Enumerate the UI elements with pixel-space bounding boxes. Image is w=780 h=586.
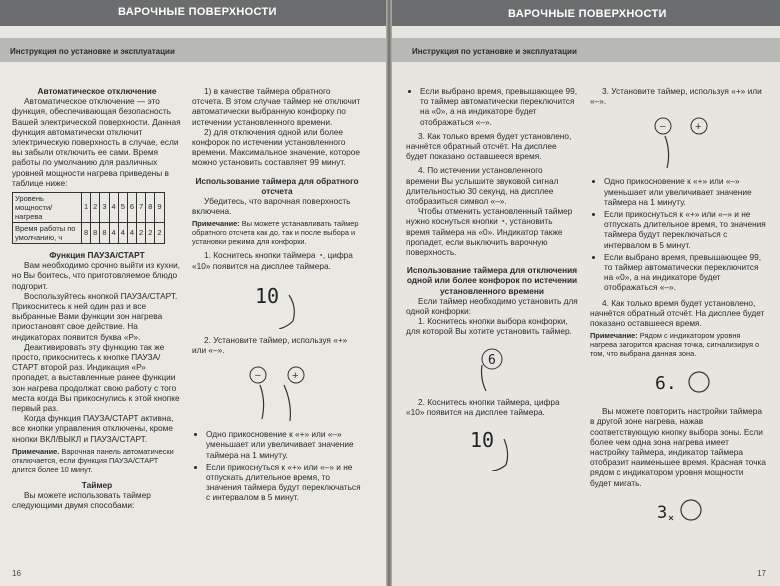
page-number-right: 17 [757,569,766,578]
plus-minus-figure [222,361,332,423]
plus-sign: + [292,370,299,383]
hand-icon [279,295,294,329]
right-header-title: ВАРОЧНЫЕ ПОВЕРХНОСТИ [508,8,667,20]
pause-text-2: Воспользуйтесь кнопкой ПАУЗА/СТАРТ. Прикоснитесь к ней один раз и все выбранные Вами функции зон нагрева приостановят свое действие. На индикаторах появится буква «Р». [12,290,178,342]
countdown-note [192,219,362,246]
table-cell: 3 [100,193,109,223]
table-cell: 7 [137,193,146,223]
blink-zone-figure [633,494,723,526]
zone-step-3: 3. Установите таймер, используя «+» или «–». [590,86,762,107]
note-label: Примечание. [12,446,60,456]
table-cell: 2 [137,223,146,244]
zone-step-1: 1. Коснитесь кнопки выбора конфорки, для которой Вы хотите установить таймер. [406,316,572,337]
countdown-title: Использование таймера для обратного отсчета [195,175,359,196]
table-cell: 8 [91,223,100,244]
cancel-timer-text: Чтобы отменить установленный таймер нужно коснуться кнопки ◔, установить время таймера на «0». Индикатор также пропадет, если выключить варочную поверхность. [406,206,573,258]
zone-plus-minus-figure [623,112,733,170]
hand-icon [260,385,290,421]
left-col-2 [192,86,362,505]
note-label: Примечание: [192,219,240,229]
plus-sign: + [695,121,702,134]
table-cell: 2 [91,193,100,223]
left-col-1 [12,86,182,511]
hand-icon [482,365,487,391]
table-cell: 6 [127,193,136,223]
table-cell: 4 [127,223,136,244]
zone-timer-bullets [590,176,766,292]
table-row [13,193,165,223]
pause-note [12,447,182,474]
right-subheader-text: Инструкция по установке и эксплуатации [412,47,577,56]
timer-bullets [192,429,362,502]
right-col-2 [590,86,766,532]
right-header [392,0,780,26]
display-value-10: 10 [255,283,280,308]
timer-display-figure [237,277,317,329]
table-cell: 8 [82,223,91,244]
multi-zone-text: Вы можете повторить настройки таймера в другой зоне нагрева, нажав соответствующую кнопку выбора зоны. Если более чем одна зона нагрева имеет настройку таймера, индикатор таймера отобразит наименьшее время. Красная точка рядом с индикатором уровня мощности будет мигать. [590,406,766,488]
left-subheader [0,38,386,62]
zone-select-figure [452,343,532,391]
power-time-table [12,192,165,244]
right-page [392,0,780,586]
pause-title: Функция ПАУЗА/СТАРТ [49,250,145,261]
table-cell: 8 [100,223,109,244]
note-text: Рядом с индикатором уровня нагрева загорится красная точка, сигнализируя о том, что выбрана данная зона. [590,331,760,359]
page-number-left: 16 [12,569,21,578]
auto-off-title: Автоматическое отключение [37,86,157,96]
display-value-10: 10 [470,428,495,453]
timer-title: Таймер [81,479,113,490]
timer-mode-1: 1) в качестве таймера обратного отсчета. В этом случае таймер не отключит автоматически выбранную конфорку по истечении установленного времени. [192,86,361,127]
hand-icon [492,439,508,471]
zone-step-2: 2. Коснитесь кнопки таймера, цифра «10» появится на дисплее таймера. [406,396,560,417]
countdown-step-2: 2. Установите таймер, используя «+» или «–». [192,334,348,356]
zone-note [590,331,766,358]
note-text: Вы можете устанавливать таймер обратного отсчета как до, так и после выбора и установки режима для конфорки. [192,219,359,247]
table-cell: 8 [146,193,155,223]
display-value-6-dot: 6. [655,373,677,395]
list-item: • Одно прикосновение к «+» или «–» уменьшает или увеличивает значение таймера на 1 минуту. [206,429,362,460]
countdown-step-1: 1. Коснитесь кнопки таймера ◔, цифра «10» появится на дисплее таймера. [192,250,353,271]
list-item: • Если выбрано время, превышающее 99, то таймер автоматически переключится на «0», а на индикаторе будет отображаться «–». [420,86,578,127]
list-item: • Если выбрано время, превышающее 99, то таймер автоматически переключится на «0», а на индикаторе будет отображаться «–». [604,252,766,293]
table-cell: 4 [118,223,127,244]
timer-text: Вы можете использовать таймер следующими двумя способами: [12,490,151,511]
table-row-label: Время работы по умолчанию, ч [13,223,82,244]
right-col-1 [406,86,578,477]
pause-text-4: Когда функция ПАУЗА/СТАРТ активна, все кнопки управления отключены, кроме кнопки ВКЛ/ВЫКЛ и ПАУЗА/СТАРТ. [12,413,174,444]
zone-countdown-text: 4. Как только время будет установлено, начнётся обратный отсчёт. На дисплее будет показано оставшееся время. [590,297,765,329]
zone-timer-display-figure [452,423,532,471]
zone-dot-figure [633,364,723,400]
list-item: • Одно прикосновение к «+» или «–» уменьшает или увеличивает значение таймера на 1 минуту. [604,176,766,207]
countdown-text: Убедитесь, что варочная поверхность включена. [192,196,351,217]
list-item: • Если прикоснуться к «+» или «–» и не отпускать длительное время, то значения таймера будут переключаться с интервалом в 5 минут. [206,462,362,503]
right-subheader [392,38,780,62]
display-value-3: 3 [657,502,668,523]
blink-mark-icon [669,516,673,520]
pause-text-3: Деактивировать эту функцию так же просто, прикоснитесь к кнопке ПАУЗА/СТАРТ второй раз. Индикация «Р» пропадет, а выставленные ранее функции зон нагрева продолжат свою работу с того места когда Вы прикоснулись к этой кнопке первый раз. [12,341,180,414]
left-subheader-text: Инструкция по установке и эксплуатации [10,47,175,56]
table-cell: 2 [155,223,164,244]
table-row-label: Уровень мощности/нагрева [13,193,82,223]
over-99-bullet [406,86,578,127]
table-cell: 4 [109,193,118,223]
left-page [0,0,386,586]
table-row [13,223,165,244]
list-item: • Если прикоснуться к «+» или «–» и не отпускать длительное время, то значения таймера будут переключаться с интервалом в 5 минут. [604,209,766,250]
table-cell: 9 [155,193,164,223]
display-value-6: 6 [488,352,496,368]
table-cell: 5 [118,193,127,223]
timer-ring-icon [681,500,701,520]
timer-ring-icon [689,372,709,392]
auto-off-text: Автоматическое отключение — это функция, обеспечивающая безопасность Вашей электрической поверхности. Данная функция автоматически отключит электрическую поверхность в случае, если вы забыли отключить ее сами. Время работы по умолчанию для различных уровней мощности нагрева приведены в таблице ниже: [12,96,181,188]
note-label: Примечание: [590,331,638,341]
table-cell: 2 [146,223,155,244]
pause-text-1: Вам необходимо срочно выйти из кухни, но Вы боитесь, что приготовляемое блюдо подгорит. [12,260,181,291]
note-text: Варочная панель автоматически отключается, если функция ПАУЗА/СТАРТ длится более 10 минут. [12,446,174,474]
hand-icon [665,136,669,168]
minus-sign: – [660,121,666,133]
table-cell: 4 [109,223,118,244]
minus-sign: – [255,370,261,382]
zone-timer-text: Если таймер необходимо установить для одной конфорки: [406,295,578,317]
table-cell: 1 [82,193,91,223]
countdown-end-text: 4. По истечении установленного времени Вы услышите звуковой сигнал длительностью 30 секунд, на дисплее отобразиться символ «–». [406,165,559,207]
left-header [0,0,386,26]
left-header-title: ВАРОЧНЫЕ ПОВЕРХНОСТИ [118,6,277,18]
timer-mode-2: 2) для отключения одной или более конфорок по истечении установленного времени. Максимальное значение, которое можно установить составляет 99 минут. [192,126,361,168]
countdown-start-text: 3. Как только время будет установлено, начнётся обратный отсчёт. На дисплее будет показано оставшееся время. [406,130,572,162]
zone-timer-title: Использование таймера для отключения одной или более конфорок по истечении установленного времени [406,265,578,296]
